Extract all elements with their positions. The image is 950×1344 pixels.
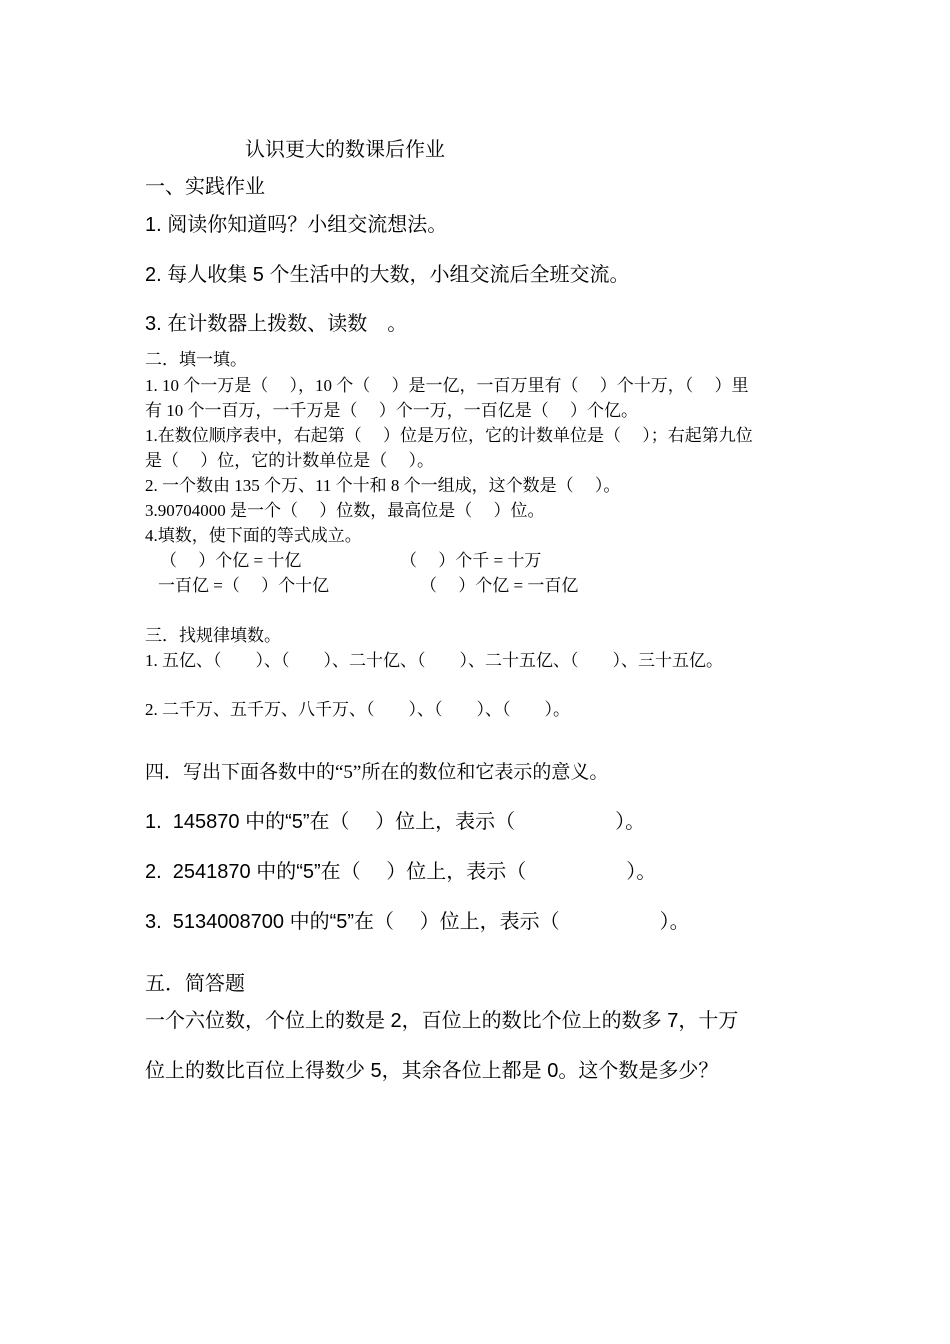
section-2-line: 2. 一个数由 135 个万、11 个十和 8 个一组成，这个数是（ ）。: [145, 476, 621, 495]
section-2-line: 3.90704000 是一个（ ）位数，最高位是（ ）位。: [145, 501, 545, 520]
section-5-question-line: 位上的数比百位上得数少 5，其余各位上都是 0。这个数是多少？: [145, 1060, 719, 1082]
page-title: 认识更大的数课后作业: [245, 139, 445, 161]
section-2-line: 是（ ）位，它的计数单位是（ ）。: [145, 451, 434, 470]
section-2-heading: 二．填一填。: [145, 350, 247, 369]
section-4-item: 3. 5134008700 中的“5”在（ ）位上，表示（ ）。: [145, 911, 690, 933]
section-5-question-line: 一个六位数，个位上的数是 2，百位上的数比个位上的数多 7，十万: [145, 1010, 739, 1032]
equation: （ ）个千 = 十万: [400, 551, 542, 570]
section-3-heading: 三．找规律填数。: [145, 626, 281, 645]
section-2-line: 1. 10 个一万是（ ），10 个（ ）是一亿，一百万里有（ ）个十万，（ ）里: [145, 376, 749, 395]
section-4-heading: 四．写出下面各数中的“5”所在的数位和它表示的意义。: [145, 762, 609, 783]
equation: 一百亿 =（ ）个十亿: [158, 576, 330, 595]
section-3-item: 1. 五亿、（ ）、（ ）、二十亿、（ ）、二十五亿、（ ）、三十五亿。: [145, 651, 723, 670]
section-2-line: 4.填数，使下面的等式成立。: [145, 526, 362, 545]
section-1-item: 3. 在计数器上拨数、读数 。: [145, 313, 408, 335]
equation: （ ）个亿 = 十亿: [160, 551, 302, 570]
section-3-item: 2. 二千万、五千万、八千万、（ ）、（ ）、（ ）。: [145, 700, 570, 719]
section-1-item: 2. 每人收集 5 个生活中的大数，小组交流后全班交流。: [145, 264, 630, 286]
section-5-heading: 五．简答题: [145, 973, 245, 995]
section-1-heading: 一、实践作业: [145, 176, 265, 198]
section-2-line: 有 10 个一百万，一千万是（ ）个一万，一百亿是（ ）个亿。: [145, 401, 638, 420]
section-4-item: 1. 145870 中的“5”在（ ）位上，表示（ ）。: [145, 811, 646, 833]
section-2-line: 1.在数位顺序表中，右起第（ ）位是万位，它的计数单位是（ ）；右起第九位: [145, 426, 753, 445]
section-4-item: 2. 2541870 中的“5”在（ ）位上，表示（ ）。: [145, 861, 657, 883]
equation: （ ）个亿 = 一百亿: [420, 576, 579, 595]
section-1-item: 1. 阅读你知道吗？小组交流想法。: [145, 214, 448, 236]
